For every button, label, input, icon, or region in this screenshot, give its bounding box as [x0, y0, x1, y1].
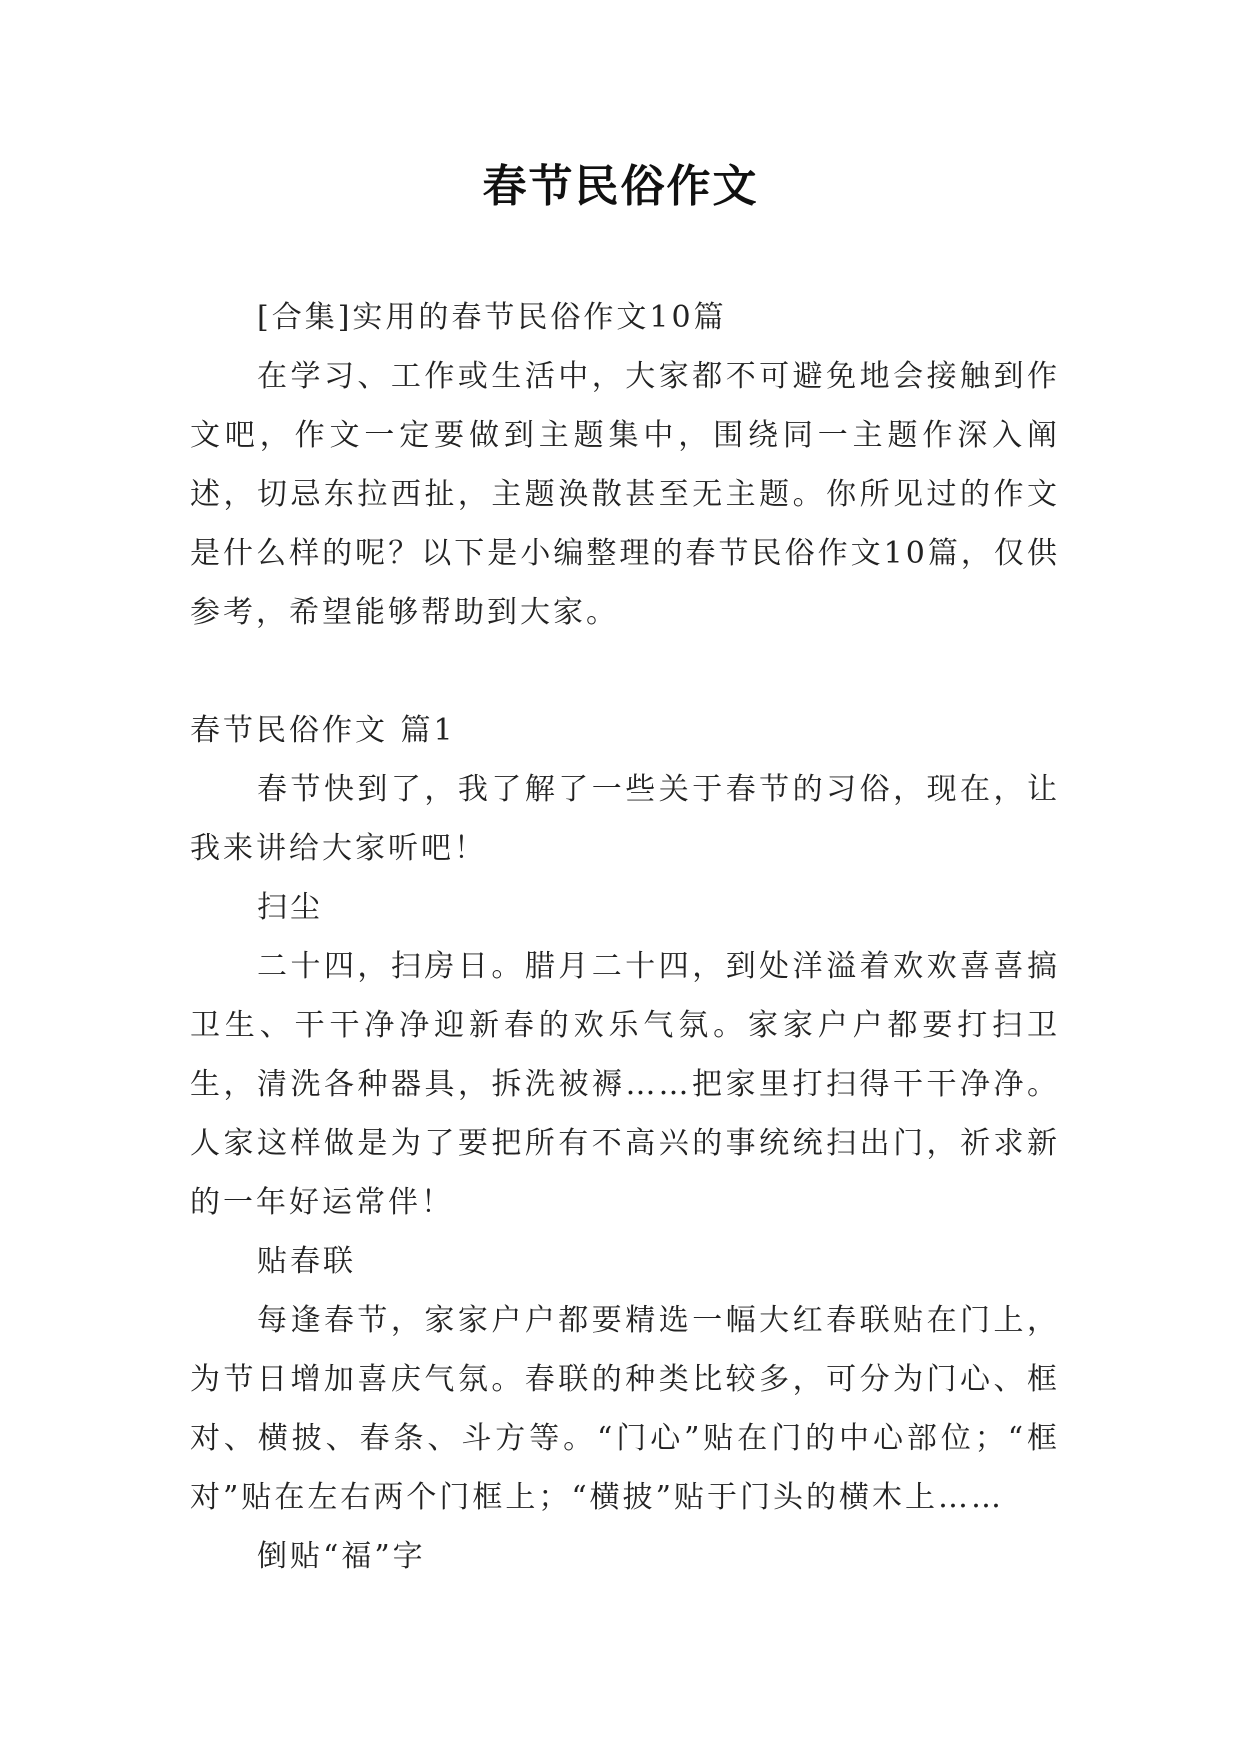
- document-body: [190, 288, 1060, 1586]
- document-title: 春节民俗作文: [482, 161, 759, 212]
- body-paragraph: 二十四，扫房日。腊月二十四，到处洋溢着欢欢喜喜搞卫生、干干净净迎新春的欢乐气氛。家家户户都要打扫卫生，清洗各种器具，拆洗被褥……把家里打扫得干干净净。人家这样做是为了要把所有不高兴的事统统扫出门，祈求新的一年好运常伴！: [190, 949, 1060, 1220]
- intro-paragraph: 在学习、工作或生活中，大家都不可避免地会接触到作文吧，作文一定要做到主题集中，围绕同一主题作深入阐述，切忌东拉西扯，主题涣散甚至无主题。你所见过的作文是什么样的呢？以下是小编整理的春节民俗作文10篇，仅供参考，希望能够帮助到大家。: [190, 359, 1060, 630]
- collection-subtitle: [合集]实用的春节民俗作文10篇: [257, 300, 727, 335]
- body-paragraph: 春节快到了，我了解了一些关于春节的习俗，现在，让我来讲给大家听吧！: [190, 772, 1060, 866]
- custom-heading-sweeping: 扫尘: [257, 890, 323, 925]
- section-spacer: [190, 642, 1060, 701]
- section-heading: 春节民俗作文 篇1: [190, 713, 456, 748]
- custom-heading-couplets: 贴春联: [257, 1244, 356, 1279]
- custom-heading-fu: 倒贴“福”字: [257, 1539, 426, 1574]
- body-paragraph: 每逢春节，家家户户都要精选一幅大红春联贴在门上，为节日增加喜庆气氛。春联的种类比较多，可分为门心、框对、横披、春条、斗方等。“门心”贴在门的中心部位；“框对”贴在左右两个门框上；“横披”贴于门头的横木上……: [190, 1303, 1060, 1515]
